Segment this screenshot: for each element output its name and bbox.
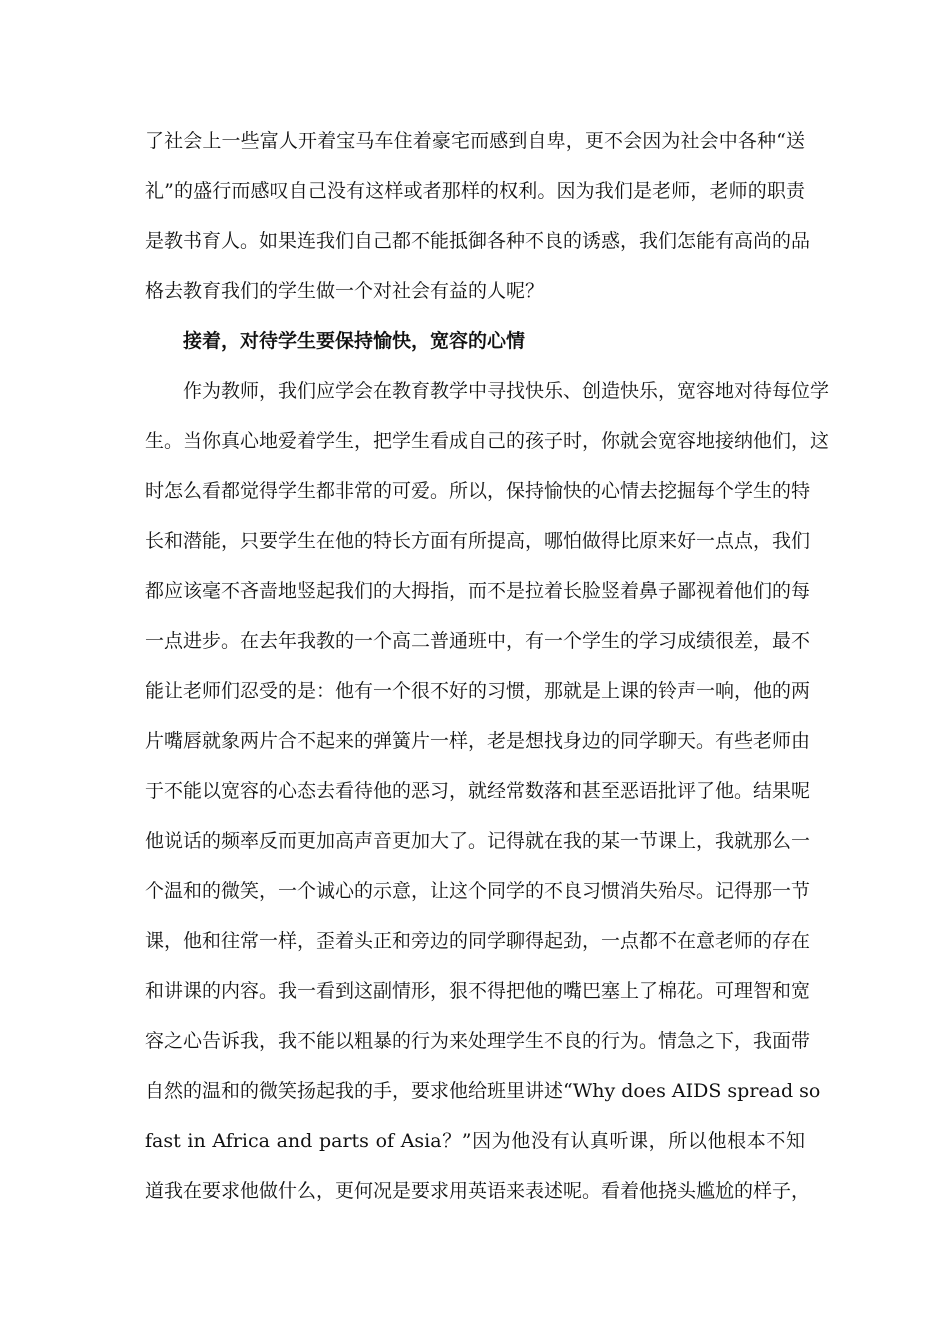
paragraph-line: 个温和的微笑，一个诚心的示意，让这个同学的不良习惯消失殆尽。记得那一节: [145, 880, 811, 902]
section-heading: 接着，对待学生要保持愉快，宽容的心情: [183, 330, 526, 352]
paragraph-line: 时怎么看都觉得学生都非常的可爱。所以，保持愉快的心情去挖掘每个学生的特: [145, 480, 811, 502]
paragraph-line: 容之心告诉我，我不能以粗暴的行为来处理学生不良的行为。情急之下，我面带: [145, 1030, 811, 1052]
paragraph-line: 都应该毫不吝啬地竖起我们的大拇指，而不是拉着长脸竖着鼻子鄙视着他们的每: [145, 580, 811, 602]
paragraph-line: 于不能以宽容的心态去看待他的恶习，就经常数落和甚至恶语批评了他。结果呢: [145, 780, 811, 802]
paragraph-line: 礼”的盛行而感叹自己没有这样或者那样的权利。因为我们是老师，老师的职责: [145, 180, 805, 202]
paragraph-line: 格去教育我们的学生做一个对社会有益的人呢？: [145, 280, 545, 302]
paragraph-line: 他说话的频率反而更加高声音更加大了。记得就在我的某一节课上，我就那么一: [145, 830, 811, 852]
paragraph-line: 自然的温和的微笑扬起我的手，要求他给班里讲述“Why does AIDS spread so: [145, 1080, 821, 1102]
paragraph-line: 和讲课的内容。我一看到这副情形，狠不得把他的嘴巴塞上了棉花。可理智和宽: [145, 980, 811, 1002]
document-body: [145, 116, 830, 1216]
paragraph-line: 了社会上一些富人开着宝马车住着豪宅而感到自卑，更不会因为社会中各种“送: [145, 130, 805, 152]
paragraph-line: 一点进步。在去年我教的一个高二普通班中，有一个学生的学习成绩很差，最不: [145, 630, 811, 652]
paragraph-line: 生。当你真心地爱着学生，把学生看成自己的孩子时，你就会宽容地接纳他们，这: [145, 430, 830, 452]
paragraph-line: 能让老师们忍受的是：他有一个很不好的习惯，那就是上课的铃声一响，他的两: [145, 680, 811, 702]
paragraph-line: 道我在要求他做什么，更何况是要求用英语来表述呢。看着他挠头尴尬的样子，: [145, 1180, 811, 1202]
paragraph-line: 课，他和往常一样，歪着头正和旁边的同学聊得起劲，一点都不在意老师的存在: [145, 930, 811, 952]
paragraph-line: fast in Africa and parts of Asia？”因为他没有认真听课，所以他根本不知: [145, 1130, 805, 1152]
paragraph-line: 作为教师，我们应学会在教育教学中寻找快乐、创造快乐，宽容地对待每位学: [183, 380, 830, 402]
paragraph-line: 长和潜能，只要学生在他的特长方面有所提高，哪怕做得比原来好一点点，我们: [145, 530, 811, 552]
paragraph-line: 片嘴唇就象两片合不起来的弹簧片一样，老是想找身边的同学聊天。有些老师由: [145, 730, 811, 752]
paragraph-line: 是教书育人。如果连我们自己都不能抵御各种不良的诱惑，我们怎能有高尚的品: [145, 230, 811, 252]
